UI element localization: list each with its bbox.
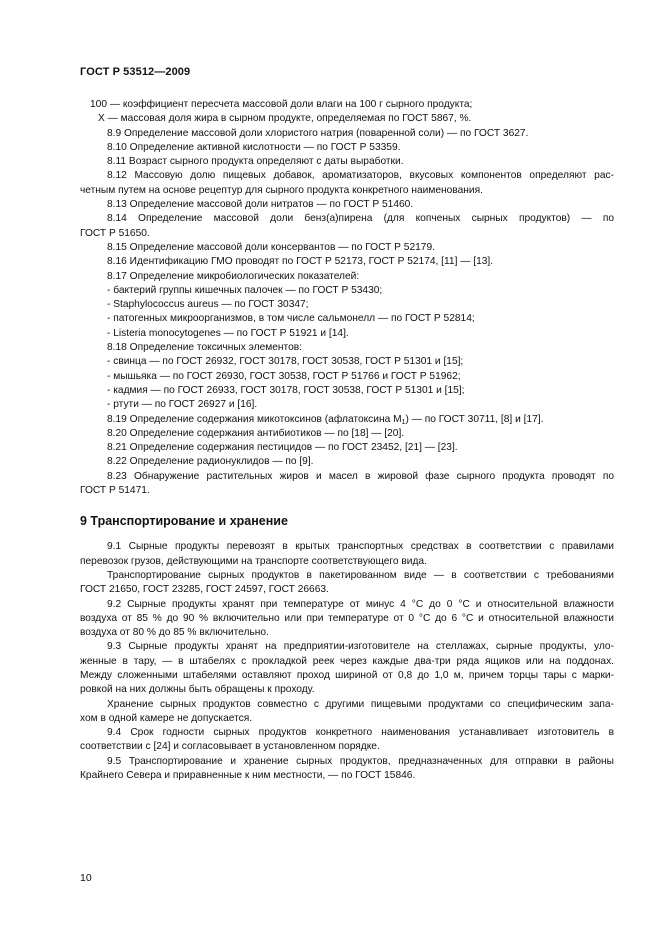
text-line: - Staphylococcus aureus — по ГОСТ 30347; bbox=[107, 299, 309, 311]
text-line: Хранение сырных продуктов совместно с другими пищевыми продуктами со специфическим запа- bbox=[107, 698, 614, 710]
paragraph-8-19 bbox=[80, 413, 614, 427]
text-line: Транспортирование сырных продуктов в пакетированном виде — в соответствии с требованиями bbox=[107, 569, 614, 581]
text-line: соответствии с [24] и согласовывает в установленном порядке. bbox=[80, 741, 380, 753]
text-line: 8.22 Определение радионуклидов — по [9]. bbox=[107, 456, 314, 468]
text-line: ГОСТ Р 51650. bbox=[80, 227, 150, 239]
section-8-continued bbox=[80, 98, 614, 413]
text-line: 8.18 Определение токсичных элементов: bbox=[107, 342, 302, 354]
text-line: воздуха от 80 % до 85 % включительно. bbox=[80, 627, 269, 639]
text-line: 9.4 Срок годности сырных продуктов конкретного наименования устанавливает изготовитель в bbox=[107, 727, 614, 739]
text-line: 8.17 Определение микробиологических показателей: bbox=[107, 270, 360, 282]
subscript-1: 1 bbox=[401, 418, 406, 426]
text-line: ГОСТ 21650, ГОСТ 23285, ГОСТ 24597, ГОСТ 26663. bbox=[80, 584, 329, 596]
text-line: ГОСТ Р 51471. bbox=[80, 485, 150, 497]
text-8-19-post: ) — по ГОСТ 30711, [8] и [17]. bbox=[405, 413, 544, 425]
text-line: 9.3 Сырные продукты хранят на предприятии-изготовителе на стеллажах, сырные продукты, уло- bbox=[107, 641, 614, 653]
text-line: 8.11 Возраст сырного продукта определяют с даты выработки. bbox=[107, 156, 404, 168]
text-line: четным путем на основе рецептур для сырного продукта конкретного наименования. bbox=[80, 184, 483, 196]
page-number: 10 bbox=[80, 872, 92, 884]
text-line: женные в тару, — в штабелях с прокладкой реек через каждые два-три ряда ящиков или на поддонах. bbox=[80, 655, 614, 667]
text-line: - Listeria monocytogenes — по ГОСТ Р 51921 и [14]. bbox=[107, 327, 349, 339]
text-line: - мышьяка — по ГОСТ 26930, ГОСТ 30538, ГОСТ Р 51766 и ГОСТ Р 51962; bbox=[107, 370, 461, 382]
text-line: 8.16 Идентификацию ГМО проводят по ГОСТ Р 52173, ГОСТ Р 52174, [11] — [13]. bbox=[107, 256, 494, 268]
text-line: 8.20 Определение содержания антибиотиков — по [18] — [20]. bbox=[107, 427, 405, 439]
section-heading-9: 9 Транспортирование и хранение bbox=[80, 514, 288, 529]
text-line: 8.23 Обнаружение растительных жиров и масел в жировой фазе сырного продукта проводят по bbox=[107, 470, 614, 482]
text-line: - патогенных микроорганизмов, в том числе сальмонелл — по ГОСТ Р 52814; bbox=[107, 313, 475, 325]
text-line: 8.13 Определение массовой доли нитратов — по ГОСТ Р 51460. bbox=[107, 199, 414, 211]
text-line: X — массовая доля жира в сырном продукте, определяемая по ГОСТ 5867, %. bbox=[98, 113, 472, 125]
text-line: 8.21 Определение содержания пестицидов — по ГОСТ 23452, [21] — [23]. bbox=[107, 442, 458, 454]
text-line: - свинца — по ГОСТ 26932, ГОСТ 30178, ГОСТ 30538, ГОСТ Р 51301 и [15]; bbox=[107, 356, 464, 368]
text-line: перевозок грузов, действующими на транспорте соответствующего вида. bbox=[80, 555, 427, 567]
section-8-end bbox=[80, 427, 614, 498]
text-line: - кадмия — по ГОСТ 26933, ГОСТ 30178, ГОСТ 30538, ГОСТ Р 51301 и [15]; bbox=[107, 384, 465, 396]
text-line: 8.12 Массовую долю пищевых добавок, ароматизаторов, вкусовых компонентов определяют рас- bbox=[107, 170, 614, 182]
text-line: 8.14 Определение массовой доли бенз(а)пирена (для копченых сырных продуктов) — по bbox=[107, 213, 614, 225]
text-line: хом в одной камере не допускается. bbox=[80, 712, 253, 724]
text-line: Между сложенными штабелями оставляют проход шириной от 0,8 до 1,0 м, причем торцы тары с марки- bbox=[80, 669, 614, 681]
text-line: 8.15 Определение массовой доли консервантов — по ГОСТ Р 52179. bbox=[107, 241, 435, 253]
text-line: 9.1 Сырные продукты перевозят в крытых транспортных средствах в соответствии с правилами bbox=[107, 541, 614, 553]
text-line: ровкой на них должны быть обращены к проходу. bbox=[80, 684, 315, 696]
text-line: 9.5 Транспортирование и хранение сырных продуктов, предназначенных для отправки в районы bbox=[107, 755, 614, 767]
document-header: ГОСТ Р 53512—2009 bbox=[80, 66, 191, 78]
text-line: - ртути — по ГОСТ 26927 и [16]. bbox=[107, 399, 258, 411]
text-line: воздуха от 85 % до 90 % включительно или при температуре от 0 °С до 6 °С и относительной влажности bbox=[80, 612, 614, 624]
text-line: 9.2 Сырные продукты хранят при температуре от минус 4 °С до 0 °С и относительной влажности bbox=[107, 598, 614, 610]
text-line: - бактерий группы кишечных палочек — по ГОСТ Р 53430; bbox=[107, 284, 383, 296]
text-line: 8.9 Определение массовой доли хлористого натрия (поваренной соли) — по ГОСТ 3627. bbox=[107, 127, 529, 139]
text-line: 100 — коэффициент пересчета массовой доли влаги на 100 г сырного продукта; bbox=[90, 99, 473, 110]
document-body bbox=[80, 98, 614, 783]
text-8-19-pre: 8.19 Определение содержания микотоксинов (афлатоксина M bbox=[107, 413, 402, 425]
text-line: Крайнего Севера и приравненные к ним местности, — по ГОСТ 15846. bbox=[80, 770, 416, 782]
section-9-body bbox=[80, 540, 614, 783]
text-line: 8.10 Определение активной кислотности — по ГОСТ Р 53359. bbox=[107, 141, 401, 153]
